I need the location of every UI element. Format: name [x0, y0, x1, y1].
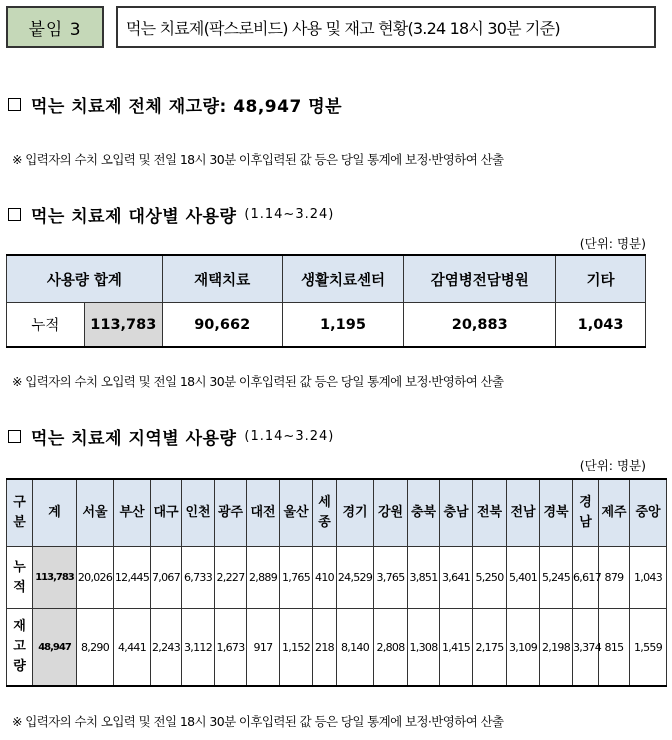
- value-cell: 1,415: [440, 609, 473, 687]
- corner-cell: [7, 479, 33, 547]
- section3-unit: (단위: 명분): [579, 458, 646, 473]
- header: [6, 6, 650, 50]
- value-cell: 879: [599, 547, 630, 609]
- value-cell: 3,374: [573, 609, 599, 687]
- value-cell: 6,733: [182, 547, 215, 609]
- value-cell: 410: [313, 547, 337, 609]
- region-header-cell: 경기: [337, 479, 374, 547]
- value-cell: 5,401: [507, 547, 540, 609]
- region-header-cell: 인천: [182, 479, 215, 547]
- region-header-cell: 경북: [540, 479, 573, 547]
- value-cell: 6,617: [573, 547, 599, 609]
- section3-heading: [8, 424, 334, 449]
- region-header-cell: 울산: [280, 479, 313, 547]
- value-cell: 1,152: [280, 609, 313, 687]
- section2-date-range: (1.14~3.24): [244, 207, 335, 222]
- row-label: 누적: [7, 303, 85, 348]
- value-cell: 20,883: [404, 303, 556, 348]
- value-cell: 218: [313, 609, 337, 687]
- region-header-cell: 서울: [77, 479, 114, 547]
- header-cell: 기타: [556, 255, 646, 303]
- total-cell: 113,783: [33, 547, 77, 609]
- value-cell: 1,043: [556, 303, 646, 348]
- value-cell: 2,808: [374, 609, 408, 687]
- section3-date-range: (1.14~3.24): [244, 429, 335, 444]
- value-cell: 5,245: [540, 547, 573, 609]
- value-cell: 5,250: [473, 547, 507, 609]
- value-cell: 2,243: [151, 609, 182, 687]
- value-cell: 1,043: [630, 547, 667, 609]
- value-cell: 1,559: [630, 609, 667, 687]
- usage-by-target-table: [6, 254, 646, 348]
- section3-title: 먹는 치료제 지역별 사용량: [31, 429, 237, 449]
- table-row: [7, 303, 646, 348]
- value-cell: 917: [247, 609, 280, 687]
- region-header-cell: 대구: [151, 479, 182, 547]
- value-cell: 2,227: [215, 547, 247, 609]
- table-row: [7, 547, 667, 609]
- region-header-cell: 세종: [313, 479, 337, 547]
- usage-by-region-table: [6, 478, 667, 687]
- value-cell: 20,026: [77, 547, 114, 609]
- value-cell: 1,673: [215, 609, 247, 687]
- region-header-cell: 제주: [599, 479, 630, 547]
- row-label: 재고량: [7, 609, 33, 687]
- value-cell: 90,662: [162, 303, 282, 348]
- section1-heading: [8, 92, 342, 117]
- value-cell: 2,175: [473, 609, 507, 687]
- region-header-cell: 충남: [440, 479, 473, 547]
- value-cell: 1,308: [408, 609, 440, 687]
- region-header-cell: 계: [33, 479, 77, 547]
- region-header-cell: 광주: [215, 479, 247, 547]
- value-cell: 1,195: [282, 303, 404, 348]
- region-header-cell: 대전: [247, 479, 280, 547]
- value-cell: 2,889: [247, 547, 280, 609]
- value-cell: 8,140: [337, 609, 374, 687]
- region-header-cell: 부산: [114, 479, 151, 547]
- section2-title: 먹는 치료제 대상별 사용량: [31, 207, 237, 227]
- region-header-cell: 강원: [374, 479, 408, 547]
- section1-note: ※ 입력자의 수치 오입력 및 전일 18시 30분 이후입력된 값 등은 당일 통계에 보정·반영하여 산출: [12, 152, 504, 167]
- region-header-cell: 경남: [573, 479, 599, 547]
- table-row: [7, 609, 667, 687]
- header-cell: 감염병전담병원: [404, 255, 556, 303]
- section2-heading: [8, 202, 334, 227]
- appendix-label: 붙임 3: [6, 6, 104, 48]
- value-cell: 3,765: [374, 547, 408, 609]
- region-header-cell: 충북: [408, 479, 440, 547]
- section2-unit: (단위: 명분): [579, 236, 646, 251]
- corner-label: 구분: [13, 495, 26, 530]
- value-cell: 3,112: [182, 609, 215, 687]
- checkbox-square-icon: [8, 208, 21, 221]
- header-cell: 생활치료센터: [282, 255, 404, 303]
- section2-note: ※ 입력자의 수치 오입력 및 전일 18시 30분 이후입력된 값 등은 당일 통계에 보정·반영하여 산출: [12, 374, 504, 389]
- row-label: 누적: [7, 547, 33, 609]
- value-cell: 4,441: [114, 609, 151, 687]
- value-cell: 815: [599, 609, 630, 687]
- section1-title: 먹는 치료제 전체 재고량: 48,947 명분: [31, 97, 343, 117]
- value-cell: 3,109: [507, 609, 540, 687]
- table-header-row: [7, 479, 667, 547]
- page-title: 먹는 치료제(팍스로비드) 사용 및 재고 현황(3.24 18시 30분 기준): [116, 6, 656, 48]
- value-cell: 24,529: [337, 547, 374, 609]
- section3-note: ※ 입력자의 수치 오입력 및 전일 18시 30분 이후입력된 값 등은 당일 통계에 보정·반영하여 산출: [12, 714, 504, 729]
- checkbox-square-icon: [8, 98, 21, 111]
- table-header-row: [7, 255, 646, 303]
- checkbox-square-icon: [8, 430, 21, 443]
- header-cell: 재택치료: [162, 255, 282, 303]
- value-cell: 3,641: [440, 547, 473, 609]
- region-header-cell: 전북: [473, 479, 507, 547]
- value-cell: 2,198: [540, 609, 573, 687]
- total-cell: 48,947: [33, 609, 77, 687]
- region-header-cell: 전남: [507, 479, 540, 547]
- value-cell: 7,067: [151, 547, 182, 609]
- header-cell: 사용량 합계: [7, 255, 163, 303]
- value-cell: 12,445: [114, 547, 151, 609]
- region-header-cell: 중앙: [630, 479, 667, 547]
- total-cell: 113,783: [84, 303, 162, 348]
- value-cell: 1,765: [280, 547, 313, 609]
- value-cell: 3,851: [408, 547, 440, 609]
- value-cell: 8,290: [77, 609, 114, 687]
